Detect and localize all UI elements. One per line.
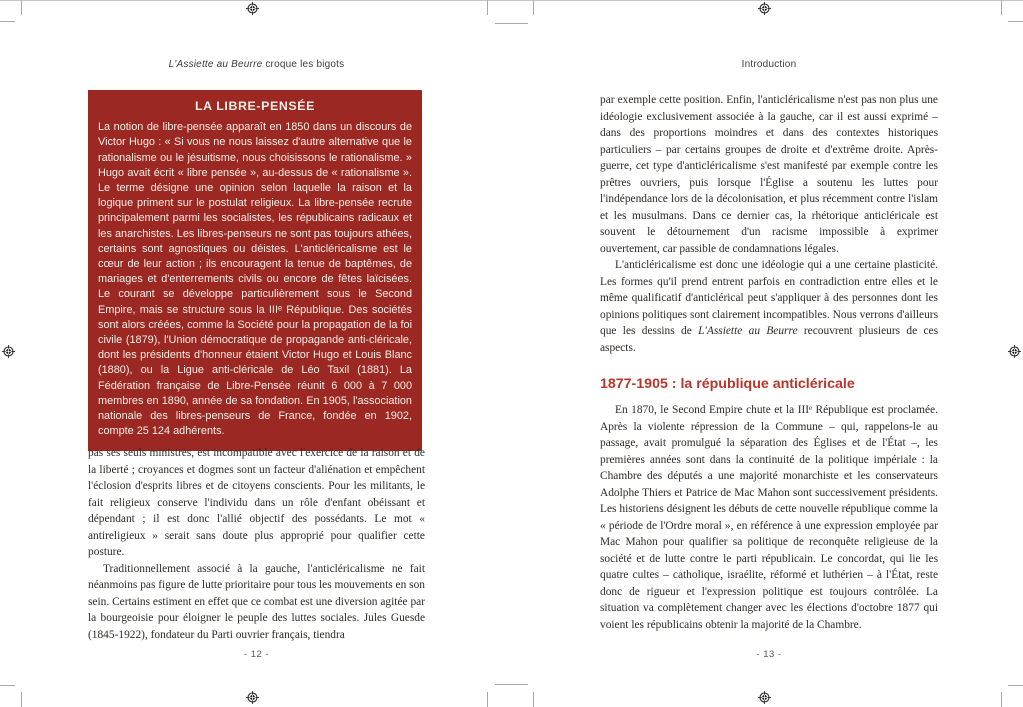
right-page-number: - 13 - xyxy=(756,649,782,660)
infobox-title: LA LIBRE-PENSÉE xyxy=(194,99,316,113)
left-paragraph-1: pas ses seuls ministres, est incompatible avec l'exercice de la raison et de la liberté ; croyances et dogmes sont un facteur d'aliénation et empêchent l'éclosion d'esprits libres et de citoyens conscients. Pour les militants, le fait religieux conserve l'individu dans un rôle d'enfant obéissant et dépendant ; il est donc l'allié objectif des possédants. Le mot « antireligieux » serait sans doute plus approprié pour qualifier cette posture. xyxy=(88,447,425,558)
registration-mark-icon xyxy=(246,2,259,15)
right-paragraph-2 xyxy=(600,257,938,356)
book-title-italic: L'Assiette au Beurre xyxy=(698,325,798,337)
crop-mark xyxy=(0,685,15,686)
right-paragraph-3: En 1870, le Second Empire chute et la IIIᵉ République est proclamée. Après la violente répression de la Commune – qui, rappelons-le au passage, avait promulgué la séparation des Églises et de l'État –, les premières années sont dans la continuité de la politique impériale : la Chambre des députés a une majorité monarchiste et les conservateurs Adolphe Thiers et Patrice de Mac Mahon sont successivement présidents. Les historiens désignent les débuts de cette nouvelle république comme la « période de l'Ordre moral », en référence à une expression employée par Mac Mahon pour qualifier sa politique de reconquête religieuse de la société et de lutte contre le parti républicain. Le concordat, qui lie les quatre cultes – catholique, israélite, réformé et luthérien – à l'État, reste donc de rigueur et l'expression politique est toujours contrôlée. La situation va complètement changer avec les élections d'octobre 1877 qui voient les républicains obtenir la majorité de la Chambre. xyxy=(600,404,938,631)
right-page-body xyxy=(600,92,938,633)
crop-mark xyxy=(1001,0,1002,15)
left-running-head xyxy=(88,59,425,70)
gutter-crop-mark xyxy=(487,0,488,15)
gutter-crop-mark xyxy=(533,692,534,707)
gutter-crop-mark xyxy=(495,23,528,24)
registration-mark-icon xyxy=(246,691,259,704)
crop-mark xyxy=(1008,685,1023,686)
crop-mark xyxy=(21,692,22,707)
crop-mark xyxy=(1001,692,1002,707)
right-running-head: Introduction xyxy=(741,59,797,70)
crop-mark xyxy=(1008,21,1023,22)
running-head-subtitle: croque les bigots xyxy=(262,59,345,70)
running-head-book-title: L'Assiette au Beurre xyxy=(168,59,263,70)
left-page-body xyxy=(88,445,425,643)
crop-mark xyxy=(0,21,15,22)
gutter-crop-mark xyxy=(487,692,488,707)
registration-mark-icon xyxy=(758,2,771,15)
right-paragraph-1: par exemple cette position. Enfin, l'anticléricalisme n'est pas non plus une idéologie exclusivement associée à la gauche, car il est aussi exprimé – dans des proportions moindres et dans des contextes historiques particuliers – par certains groupes de droite et d'extrême droite. Après-guerre, cet type d'anticléricalisme s'est manifesté par exemple contre les prêtres ouvriers, puis lorsque l'Église a soutenu les luttes pour l'indépendance lors de la décolonisation, et plus récemment contre l'islam et les musulmans. Dans ce dernier cas, la rhétorique anticléricale est souvent le détournement d'un racisme impossible à exprimer ouvertement, car passible de condamnations légales. xyxy=(600,94,938,255)
sheet-top-edge xyxy=(0,0,1023,1)
paragraph-text: recouvrent plusieurs de ces aspects. xyxy=(600,325,939,354)
left-page-number: - 12 - xyxy=(243,649,270,660)
paragraph-text: L'anticléricalisme est donc une idéologie qui a une certaine plasticité. Les formes qu'il prend entrent parfois en contradiction entre elles et le même qualificatif d'anticlérical peut s'appliquer à des personnes dont les opinions politiques sont clairement incompatibles. Nous verrons d'ailleurs que les dessins de xyxy=(600,259,938,337)
gutter-crop-mark xyxy=(533,0,534,15)
registration-mark-icon xyxy=(758,691,771,704)
registration-mark-icon xyxy=(2,345,15,358)
registration-mark-icon xyxy=(1008,345,1021,358)
crop-mark xyxy=(21,0,22,15)
gutter-crop-mark xyxy=(495,684,528,685)
section-heading-1877-1905: 1877-1905 : la république anticléricale xyxy=(600,376,855,392)
infobox-body-text: La notion de libre-pensée apparaît en 1850 dans un discours de Victor Hugo : « Si vous ne nous laissez d'autre alternative que le rationalisme ou le jésuitisme, nous choisissons le rationalisme. » Hugo avait écrit « libre pensée », au-dessus de « rationalisme ». Le terme désigne une opinion selon laquelle la raison et la logique priment sur le postulat religieux. La libre-pensée recrute principalement parmi les socialistes, les républicains radicaux et les anarchistes. Les libres-penseurs ne sont pas toujours athées, certains sont agnostiques ou déistes. L'anticléricalisme est le cœur de leur action ; ils encouragent la tenue de baptêmes, de mariages et d'enterrements civils ou encore de fêtes laïcisées. Le courant se développe particulièrement sous le Second Empire, mais se structure sous la IIIᵉ République. Des sociétés sont alors créées, comme la Société pour la propagation de la foi civile (1879), l'Union démocratique de propagande anti-cléricale, dont les présidents d'honneur étaient Victor Hugo et Louis Blanc (1880), ou la Ligue anti-cléricale de Léo Taxil (1881). La Fédération française de Libre-Pensée réunit 6 000 à 7 000 membres en 1890, année de sa fondation. En 1905, l'association nationale des libres-penseurs de France, fondée en 1902, compte 25 124 adhérents. xyxy=(98,121,412,438)
left-paragraph-2: Traditionnellement associé à la gauche, l'anticléricalisme ne fait néanmoins pas figure de lutte prioritaire pour tous les mouvements en son sein. Certains estiment en effet que ce combat est une diversion agitée par la bourgeoisie pour éloigner le peuple des luttes sociales. Jules Guesde (1845-1922), fondateur du Parti ouvrier français, tiendra xyxy=(88,562,425,641)
libre-pensee-infobox xyxy=(88,90,422,451)
